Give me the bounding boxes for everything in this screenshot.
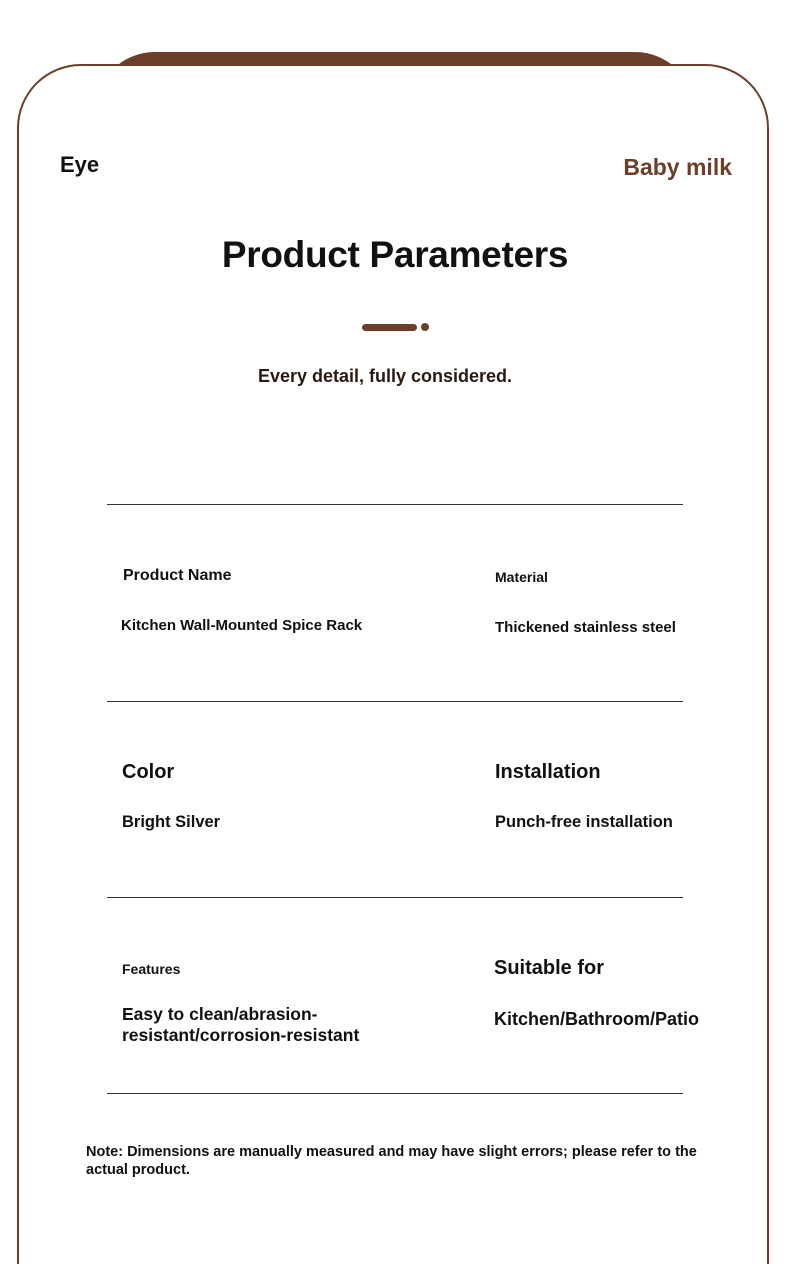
- page-title: Product Parameters: [221, 234, 569, 275]
- param-label-material: Material: [495, 569, 548, 585]
- row-divider: [107, 504, 683, 505]
- footer-note: Note: Dimensions are manually measured and may have slight errors; please refer to the actual product.: [86, 1144, 697, 1178]
- corner-label-left: Eye: [60, 152, 100, 177]
- title-divider-bar: [362, 324, 417, 331]
- row-divider: [107, 701, 683, 702]
- row-divider: [107, 1093, 683, 1094]
- param-value-features-line1: Easy to clean/abrasion-: [122, 1004, 318, 1024]
- param-label-product-name: Product Name: [123, 567, 232, 584]
- param-label-installation: Installation: [495, 761, 601, 783]
- param-value-suitable-for: Kitchen/Bathroom/Patio: [494, 1009, 700, 1029]
- param-label-suitable-for: Suitable for: [494, 957, 605, 979]
- param-value-installation: Punch-free installation: [495, 813, 673, 831]
- param-value-product-name: Kitchen Wall-Mounted Spice Rack: [121, 617, 363, 634]
- param-value-material: Thickened stainless steel: [495, 619, 676, 636]
- page-subtitle: Every detail, fully considered.: [257, 366, 513, 386]
- param-value-color: Bright Silver: [122, 813, 221, 831]
- row-divider: [107, 897, 683, 898]
- param-label-color: Color: [122, 761, 175, 783]
- title-divider-dot: [421, 323, 429, 331]
- param-value-features-line2: resistant/corrosion-resistant: [122, 1025, 360, 1045]
- corner-label-right: Baby milk: [623, 154, 732, 180]
- param-label-features: Features: [122, 961, 181, 977]
